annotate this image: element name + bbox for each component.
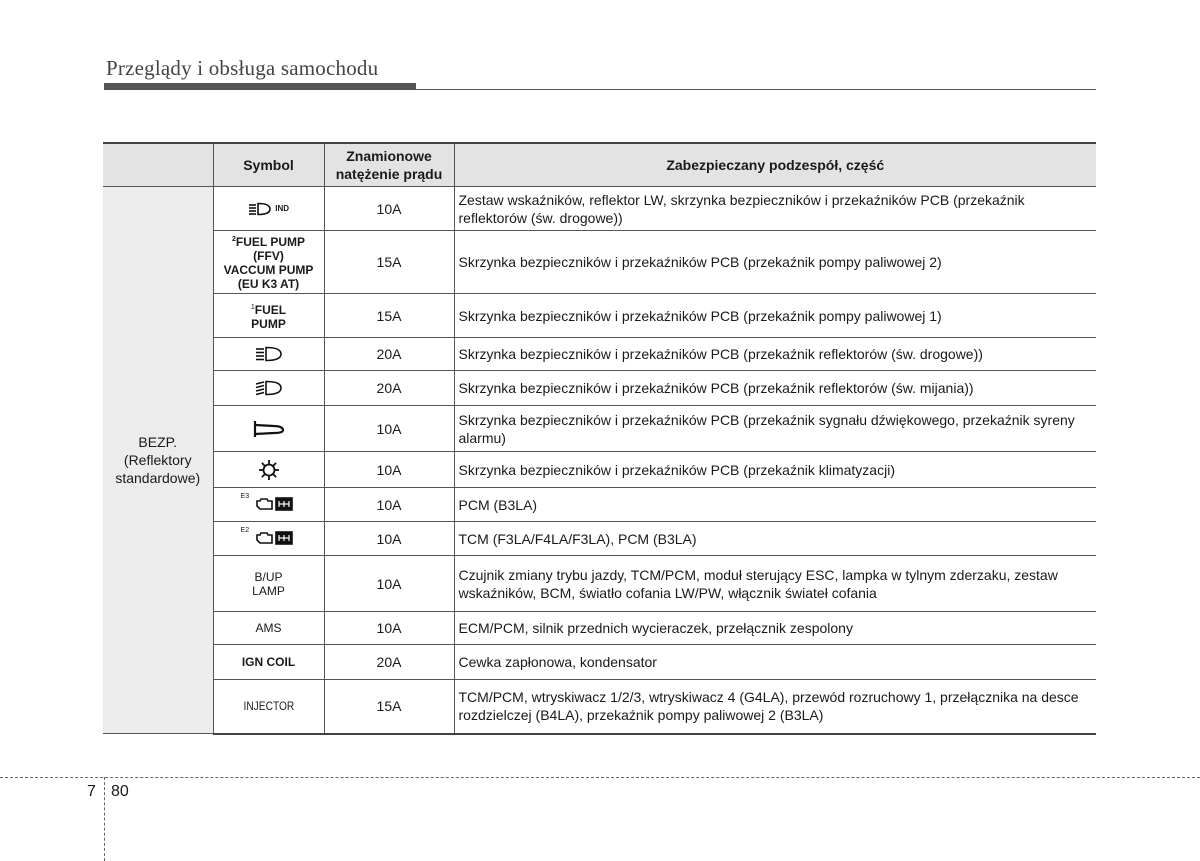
footer-dashed-divider (104, 777, 105, 861)
column-header-component: Zabezpieczany podzespół, część (454, 143, 1096, 187)
fuse-rating: 10A (324, 556, 454, 612)
fuse-symbol (213, 187, 324, 231)
fuse-symbol: B/UP LAMP (213, 556, 324, 612)
fuse-description: PCM (B3LA) (454, 488, 1096, 522)
fuse-symbol (213, 338, 324, 371)
table-row (103, 294, 1096, 338)
column-header-group (103, 143, 213, 187)
fuse-description: TCM (F3LA/F4LA/F3LA), PCM (B3LA) (454, 522, 1096, 556)
fuse-symbol: AMS (213, 612, 324, 645)
fuse-rating: 20A (324, 371, 454, 406)
header-rule-thick (104, 83, 416, 90)
fuse-code-label: E2 (240, 527, 250, 535)
fuse-description: Skrzynka bezpieczników i przekaźników PCB (przekaźnik reflektorów (św. mijania)) (454, 371, 1096, 406)
fuse-rating: 15A (324, 231, 454, 294)
fuse-rating: 10A (324, 488, 454, 522)
table-row (103, 452, 1096, 488)
fuse-symbol (213, 522, 324, 556)
page-header-title: Przeglądy i obsługa samochodu (106, 56, 379, 80)
fuse-symbol: $^2$FUEL PUMP (FFV) VACCUM PUMP (EU K3 AT) (213, 231, 324, 294)
fuse-description: Czujnik zmiany trybu jazdy, TCM/PCM, moduł sterujący ESC, lampka w tylnym zderzaku, zestaw wskaźników, BCM, światło cofania LW/PW, włącznik świateł cofania (454, 556, 1096, 612)
table-row (103, 645, 1096, 680)
fuse-description: Cewka zapłonowa, kondensator (454, 645, 1096, 680)
header-rule-thin (416, 89, 1096, 90)
fuse-description: Skrzynka bezpieczników i przekaźników PCB (przekaźnik reflektorów (św. drogowe)) (454, 338, 1096, 371)
page-number: 80 (111, 783, 129, 800)
fuse-rating: 15A (324, 680, 454, 734)
fuse-rating: 10A (324, 187, 454, 231)
fuse-description: Zestaw wskaźników, reflektor LW, skrzynka bezpieczników i przekaźników PCB (przekaźnik reflektorów (św. drogowe)) (454, 187, 1096, 231)
fuse-rating: 10A (324, 522, 454, 556)
fuse-description: Skrzynka bezpieczników i przekaźników PCB (przekaźnik klimatyzacji) (454, 452, 1096, 488)
fuse-symbol: INJECTOR (213, 680, 324, 734)
horn-icon (252, 419, 286, 439)
table-row (103, 231, 1096, 294)
fuse-code-label: E3 (240, 493, 250, 501)
page-chapter-number: 7 (87, 783, 96, 800)
engine-transmission-icon (254, 496, 294, 512)
fuse-description: Skrzynka bezpieczników i przekaźników PCB (przekaźnik sygnału dźwiękowego, przekaźnik syreny alarmu) (454, 406, 1096, 452)
fuse-rating: 15A (324, 294, 454, 338)
table-row (103, 488, 1096, 522)
table-row (103, 522, 1096, 556)
fuse-rating: 10A (324, 406, 454, 452)
fuse-description: Skrzynka bezpieczników i przekaźników PCB (przekaźnik pompy paliwowej 1) (454, 294, 1096, 338)
fuse-symbol: IGN COIL (213, 645, 324, 680)
fuse-table (103, 142, 1096, 735)
table-row (103, 556, 1096, 612)
air-conditioning-icon (258, 459, 280, 481)
fuse-symbol (213, 488, 324, 522)
low-beam-icon (255, 380, 283, 396)
fuse-rating: 20A (324, 338, 454, 371)
fuse-rating: 10A (324, 452, 454, 488)
table-row (103, 187, 1096, 231)
indicator-suffix: IND (275, 203, 290, 213)
table-row (103, 406, 1096, 452)
table-row (103, 338, 1096, 371)
column-header-rating: Znamionowe natężenie prądu (324, 143, 454, 187)
table-row (103, 680, 1096, 734)
fuse-symbol (213, 371, 324, 406)
fuse-description: Skrzynka bezpieczników i przekaźników PCB (przekaźnik pompy paliwowej 2) (454, 231, 1096, 294)
fuse-symbol (213, 406, 324, 452)
fuse-description: TCM/PCM, wtryskiwacz 1/2/3, wtryskiwacz 4 (G4LA), przewód rozruchowy 1, przełącznika na desce rozdzielczej (B4LA), przekaźnik pompy paliwowej 2 (B3LA) (454, 680, 1096, 734)
footer-dashed-rule (0, 777, 1200, 778)
table-header-row (103, 143, 1096, 187)
fuse-symbol (213, 452, 324, 488)
fuse-rating: 20A (324, 645, 454, 680)
engine-transmission-icon (254, 530, 294, 546)
table-row (103, 612, 1096, 645)
fuse-symbol: $^1$FUEL PUMP (213, 294, 324, 338)
column-header-symbol: Symbol (213, 143, 324, 187)
high-beam-icon (248, 202, 272, 216)
fuse-group-label: BEZP. (Reflektory standardowe) (103, 187, 213, 734)
high-beam-icon (255, 346, 283, 362)
fuse-rating: 10A (324, 612, 454, 645)
fuse-description: ECM/PCM, silnik przednich wycieraczek, przełącznik zespolony (454, 612, 1096, 645)
table-row (103, 371, 1096, 406)
